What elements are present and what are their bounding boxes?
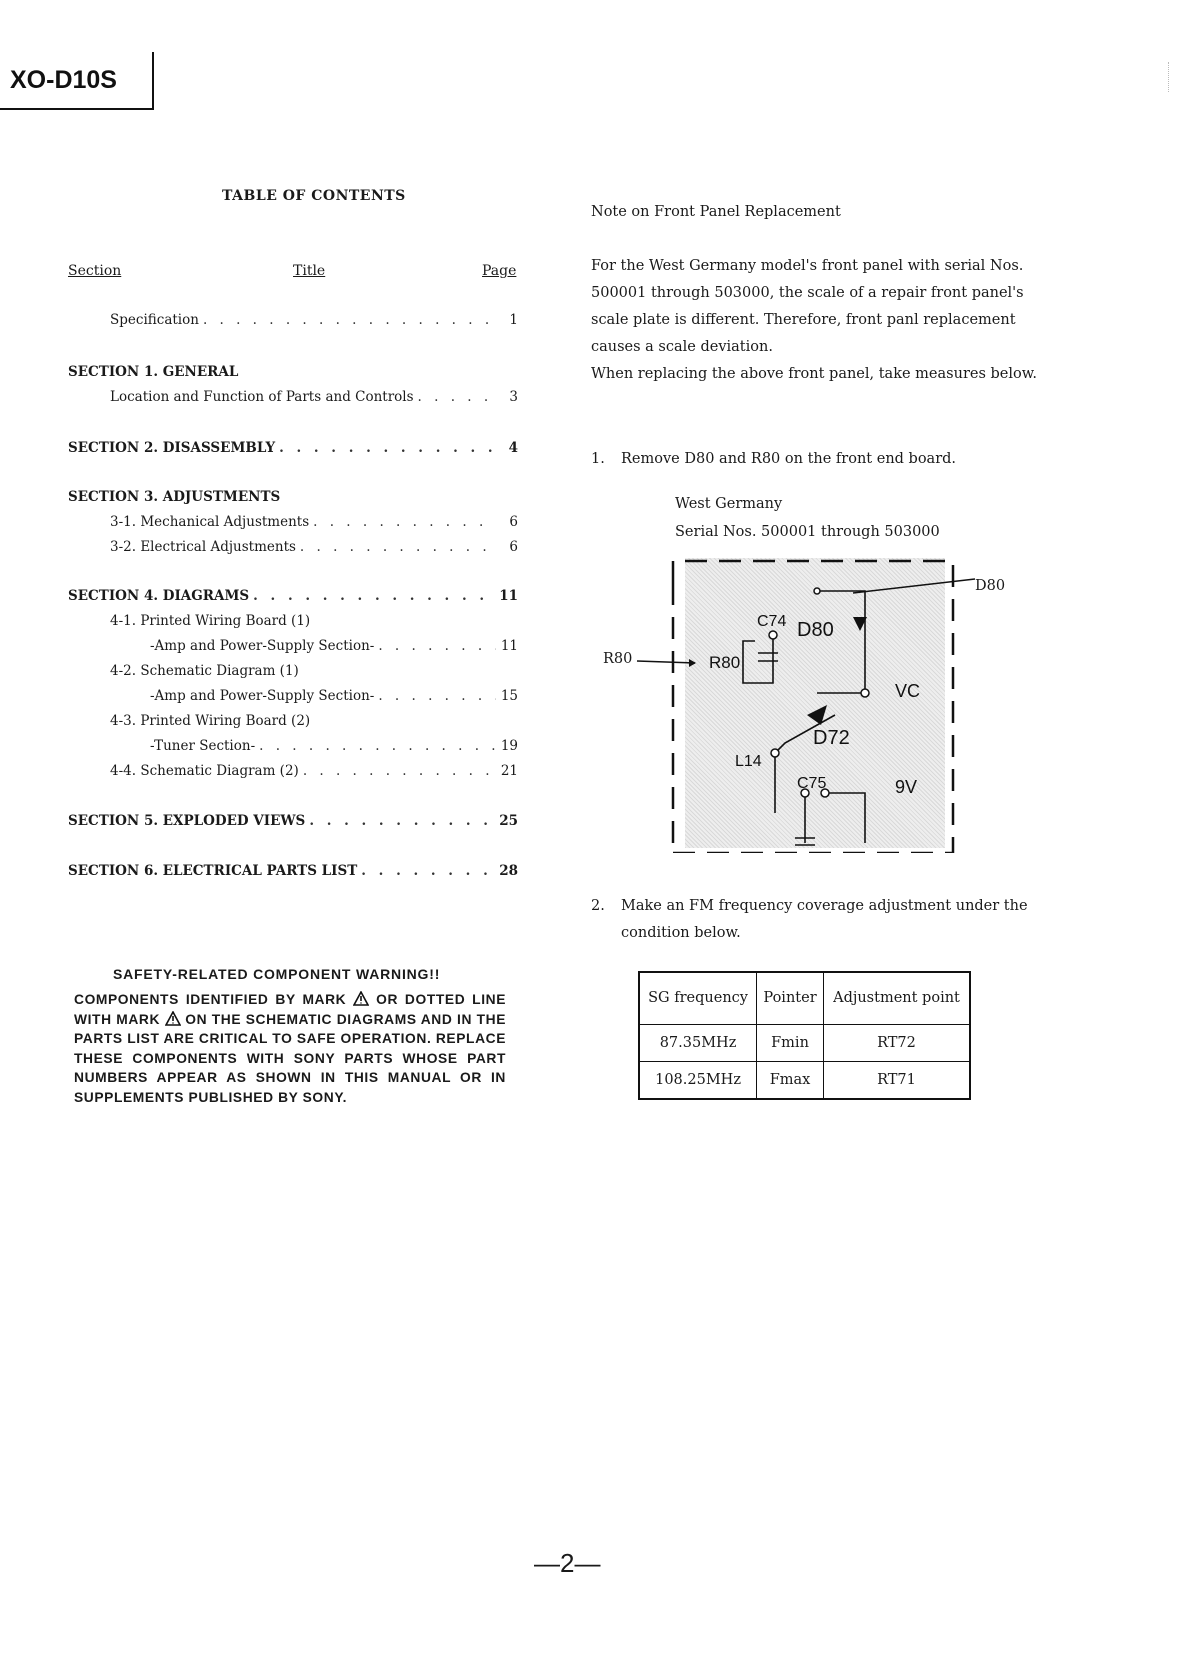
- table-header-row: [639, 972, 970, 1025]
- toc-row: Location and Function of Parts and Controls . . . 3: [110, 389, 518, 409]
- table-header: Adjustment point: [823, 972, 970, 1025]
- toc-section: SECTION 1. GENERAL: [68, 364, 239, 380]
- page-number: —2—: [534, 1548, 601, 1578]
- toc-row: 3-1. Mechanical Adjustments . . . 6: [110, 514, 518, 534]
- pcb-diagram-lines: [595, 553, 1015, 853]
- table-cell: 87.35MHz: [639, 1025, 757, 1062]
- adjustment-table: [638, 971, 971, 1100]
- r80-label: R80: [709, 653, 741, 672]
- diagram-caption: West Germany Serial Nos. 500001 through 503000: [675, 496, 940, 540]
- page-edge-mark: [1167, 62, 1169, 92]
- table-cell: RT72: [823, 1025, 970, 1062]
- vc-label: VC: [895, 681, 921, 701]
- table-header: SG frequency: [639, 972, 757, 1025]
- toc-row: 4-3. Printed Wiring Board (2): [110, 713, 311, 729]
- toc-row: 3-2. Electrical Adjustments . . . 6: [110, 539, 518, 559]
- table-row: [639, 1025, 970, 1062]
- note-paragraph: When replacing the above front panel, take measures below.: [591, 366, 1038, 382]
- table-cell: Fmax: [757, 1062, 824, 1100]
- model-number: XO-D10S: [10, 66, 117, 94]
- table-row: [639, 1062, 970, 1100]
- toc-header-section: Section: [68, 263, 122, 279]
- step-1: 1. Remove D80 and R80 on the front end board.: [591, 451, 957, 467]
- table-cell: Fmin: [757, 1025, 824, 1062]
- toc-row: 4-4. Schematic Diagram (2) . . . 21: [110, 763, 518, 783]
- pcb-diagram: [595, 553, 1015, 853]
- c75-label: C75: [797, 775, 827, 792]
- note-title: Note on Front Panel Replacement: [591, 204, 841, 220]
- toc-row: -Amp and Power-Supply Section- . . . 15: [150, 688, 518, 708]
- d80-callout-label: D80: [975, 578, 1006, 594]
- toc-title: TABLE OF CONTENTS: [222, 188, 406, 204]
- toc-row: -Amp and Power-Supply Section- . . . 11: [150, 638, 518, 658]
- toc-section: SECTION 2. DISASSEMBLY . . . 4: [68, 440, 518, 460]
- toc-section: SECTION 6. ELECTRICAL PARTS LIST . . . 28: [68, 863, 518, 883]
- d80-label: D80: [797, 619, 834, 641]
- toc-row: Specification . . . 1: [110, 312, 518, 332]
- toc-row: -Tuner Section- . . . 19: [150, 738, 518, 758]
- toc-header-page: Page: [482, 263, 517, 279]
- safety-warning-text: COMPONENTS IDENTIFIED BY MARK OR DOTTED LINE WITH MARK ON THE SCHEMATIC DIAGRAMS AND IN THE PARTS LIST ARE CRITICAL TO SAFE OPERATION. REPLACE THESE COMPONENTS WITH SONY PARTS WHOSE PART NUMBERS APPEAR AS SHOWN IN THIS MANUAL OR IN SUPPLEMENTS PUBLISHED BY SONY.: [74, 992, 507, 1105]
- r80-callout-label: R80: [603, 651, 633, 667]
- table-header: Pointer: [757, 972, 824, 1025]
- warning-triangle-icon: [353, 991, 369, 1006]
- table-cell: 108.25MHz: [639, 1062, 757, 1100]
- toc-section: SECTION 5. EXPLODED VIEWS . . . 25: [68, 813, 518, 833]
- safety-warning-title: SAFETY-RELATED COMPONENT WARNING!!: [113, 966, 441, 982]
- toc-header-title: Title: [293, 263, 326, 279]
- table-cell: RT71: [823, 1062, 970, 1100]
- d72-label: D72: [813, 727, 850, 749]
- toc-row: 4-1. Printed Wiring Board (1): [110, 613, 311, 629]
- note-paragraph: For the West Germany model's front panel with serial Nos. 500001 through 503000, the scale of a repair front panel's scale plate is different. Therefore, front panl replacement causes a scale deviation.: [591, 258, 1024, 355]
- c74-label: C74: [757, 613, 787, 630]
- toc-row: 4-2. Schematic Diagram (1): [110, 663, 299, 679]
- toc-section: SECTION 3. ADJUSTMENTS: [68, 489, 281, 505]
- toc-section: SECTION 4. DIAGRAMS . . . 11: [68, 588, 518, 608]
- 9v-label: 9V: [895, 777, 918, 797]
- note-body: [591, 253, 1053, 388]
- l14-label: L14: [735, 753, 762, 770]
- step-2: 2. Make an FM frequency coverage adjustment under the condition below.: [591, 898, 1028, 941]
- warning-triangle-icon: [165, 1011, 181, 1026]
